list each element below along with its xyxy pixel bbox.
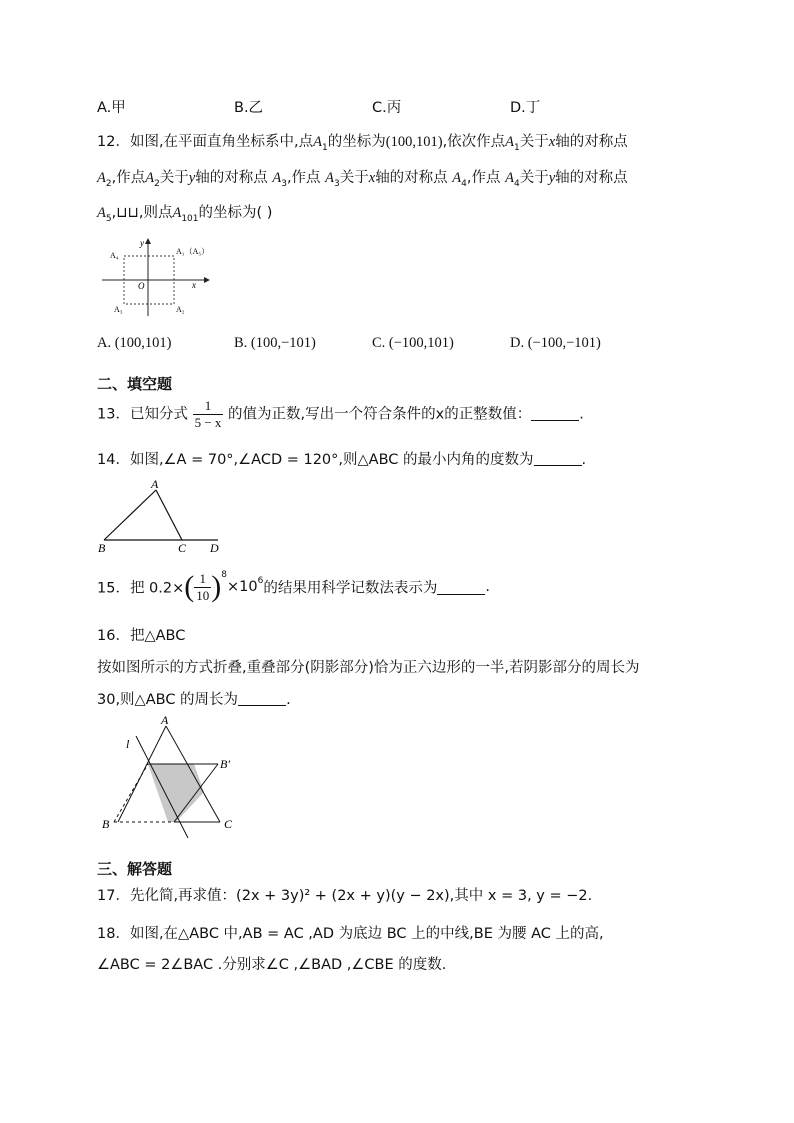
q12-line2: $A_2$,作点$A_2$关于y轴的对称点 $A_3$,作点 $A_3$关于x轴的对称点 $A_4$,作点 $A_4$关于y轴的对称点	[97, 170, 628, 189]
q12-coordinate-figure	[98, 236, 218, 318]
q12-option-a: A. (100,101)	[97, 335, 172, 351]
q15-answer-blank	[437, 580, 485, 595]
q16-label-c: C	[224, 817, 233, 831]
q18-line1: 18．如图,在△ABC 中,AB = AC ,AD 为底边 BC 上的中线,BE 为腰 AC 上的高,	[97, 926, 604, 942]
q16-answer-blank	[238, 691, 286, 706]
q14-label-b: B	[98, 541, 106, 555]
q11-option-b: B.乙	[234, 100, 264, 116]
q14-label-d: D	[210, 541, 219, 555]
q14: 14．如图,∠A = 70°,∠ACD = 120°,则△ABC 的最小内角的度数为 .	[97, 452, 587, 468]
q14-triangle-figure	[94, 476, 228, 556]
q16-label-a: A	[161, 713, 169, 727]
section-title-fill-in: 二、填空题	[97, 375, 173, 393]
q12-option-d: D. (−100,−101)	[510, 335, 601, 351]
q13: 13．已知分式 $\frac{1}{5 - x}$ 的值为正数,写出一个符合条件的x的正整数值： .	[97, 398, 584, 430]
q16-label-b: B	[102, 817, 110, 831]
q16-label-l: l	[126, 737, 130, 751]
q16-line2: 按如图所示的方式折叠,重叠部分(阴影部分)恰为正六边形的一半,若阴影部分的周长为	[97, 660, 640, 676]
q16-label-b-prime: B′	[220, 757, 230, 771]
q12-option-c: C. (−100,101)	[372, 335, 454, 351]
q12-option-b: B. (100,−101)	[234, 335, 316, 351]
section-title-solve: 三、解答题	[97, 860, 173, 878]
q16-line3: 30,则△ABC 的周长为 .	[97, 692, 291, 708]
q17: 17．先化简,再求值：(2x + 3y)² + (2x + y)(y − 2x),其中 x = 3, y = −2.	[97, 888, 593, 904]
q14-answer-blank	[534, 451, 582, 466]
q12-a3-label: A₃	[114, 305, 123, 314]
q12-line3: $A_5,⊔⊔$,则点$A_{101}$的坐标为( )	[97, 205, 273, 224]
q15-fraction: $\frac{1}{10}$	[196, 570, 210, 603]
q14-label-a: A	[151, 477, 159, 491]
q16-fold-figure	[98, 712, 248, 842]
q12-a2-label: A₂	[176, 305, 185, 314]
q12-x-label: x	[192, 280, 196, 290]
q16-line1: 16．把△ABC	[97, 628, 186, 644]
q13-fraction: $\frac{1}{5 - x}$	[194, 398, 222, 430]
q14-label-c: C	[178, 541, 187, 555]
q12-y-label: y	[140, 238, 144, 248]
q15: 15．把 0.2×( $\frac{1}{10}$ )$^8\times 10^6$的结果用科学记数法表示为 .	[97, 570, 490, 603]
q13-answer-blank	[531, 406, 579, 421]
q12-a4-label: A₄	[110, 251, 119, 260]
q11-option-c: C.丙	[372, 100, 402, 116]
q12-line1: 12．如图,在平面直角坐标系中,点$A_1$的坐标为(100,101),依次作点$A_1$关于x轴的对称点	[97, 134, 628, 153]
q18-line2: ∠ABC = 2∠BAC .分别求∠C ,∠BAD ,∠CBE 的度数.	[97, 957, 447, 973]
q12-origin-label: O	[138, 281, 145, 291]
q12-a1-label: A₁（A₅）	[176, 247, 210, 256]
q11-option-a: A.甲	[97, 100, 126, 116]
q11-option-d: D.丁	[510, 100, 541, 116]
